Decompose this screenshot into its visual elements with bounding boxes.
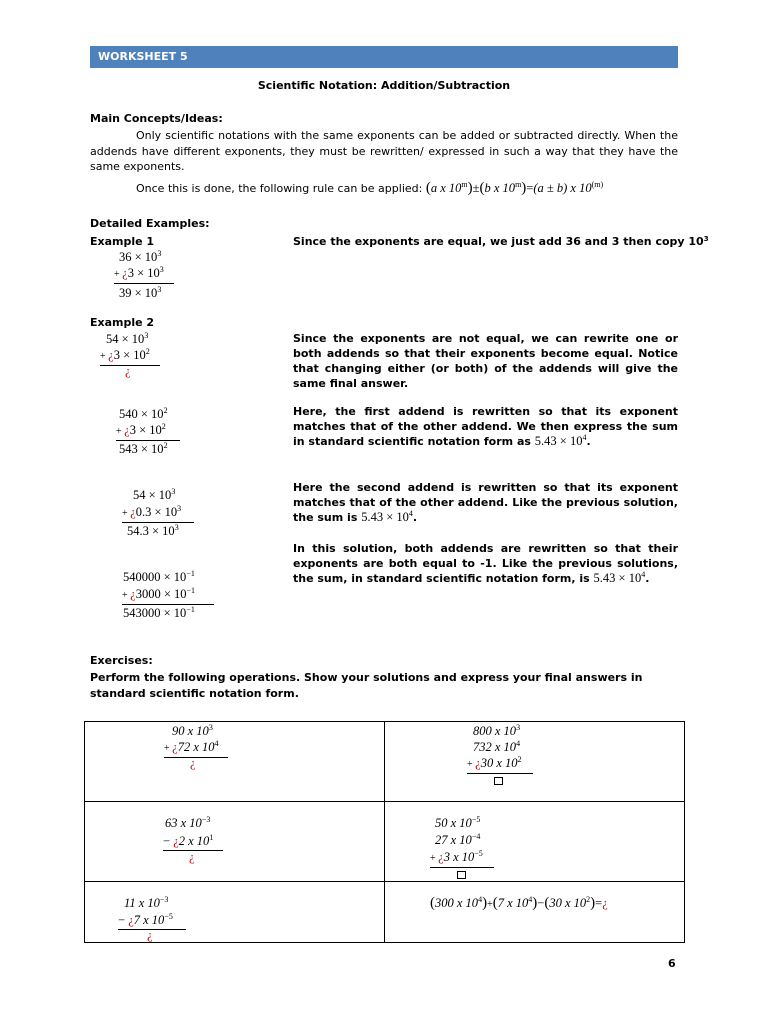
page-number: 6 <box>668 957 676 970</box>
example-2d-sum: $543000 \times 10^{-1}$ <box>123 605 195 620</box>
exercise-cell-3 <box>85 802 385 882</box>
example-2a-sum-placeholder: ¿ <box>125 364 131 378</box>
example-2-label: Example 2 <box>90 316 155 329</box>
example-1-addend-2: + ¿$3 \times 10^3$ <box>114 266 174 284</box>
example-2c-explanation: Here the second addend is rewritten so that its exponent matches that of the other addend. Like the previous solution, the sum is $5.43 \times 10^4$. <box>293 481 678 524</box>
exercise-5-line-2: − ¿7 x $10^{-5}$ <box>118 913 186 930</box>
page-title: Scientific Notation: Addition/Subtraction <box>257 79 511 92</box>
exercise-5-line-1: 11 x $10^{-3}$ <box>124 895 169 910</box>
exercises-heading: Exercises: <box>90 654 153 667</box>
concepts-paragraph-1: Only scientific notations with the same exponents can be added or subtracted directly. When the addends have different exponents, they must be rewritten/ expressed in such a way that they have the same exponents. <box>90 129 678 173</box>
concepts-heading: Main Concepts/Ideas: <box>90 112 223 125</box>
exercise-cell-1 <box>85 722 385 802</box>
example-2d-addend-2: + ¿$3000 \times 10^{-1}$ <box>122 587 214 605</box>
exercise-cell-6 <box>385 882 685 943</box>
exercise-4-line-1: 50 x $10^{-5}$ <box>435 815 481 830</box>
example-2d-addend-1: $540000 \times 10^{-1}$ <box>123 569 195 584</box>
exercise-5-answer-placeholder: ¿ <box>147 928 153 942</box>
exercises-table <box>84 721 685 943</box>
example-2b-explanation: Here, the first addend is rewritten so that its exponent matches that of the other addend. We then express the sum in standard scientific notation form as $5.43 \times 10^4$. <box>293 405 678 448</box>
exercise-cell-2 <box>385 722 685 802</box>
exercise-2-line-1: 800 x $10^3$ <box>473 723 521 738</box>
exercise-3-answer-placeholder: ¿ <box>189 850 195 864</box>
exercise-4-line-2: 27 x $10^{-4}$ <box>435 832 481 847</box>
exercise-2-answer-box[interactable] <box>494 774 503 787</box>
example-2c-sum: $54.3 \times 10^3$ <box>127 523 179 538</box>
example-1-explanation: Since the exponents are equal, we just add 36 and 3 then copy $10^3$ <box>293 235 709 248</box>
example-2a-explanation: Since the exponents are not equal, we can rewrite one or both addends so that their exponents become equal. Notice that changing either (or both) of the addends will give the same final answer. <box>293 332 678 390</box>
worksheet-banner: WORKSHEET 5 <box>90 46 678 68</box>
exercise-6-expression: (300 x $10^4)+(7$ x $10^4)-(30$ x $10^2)=¿$ <box>430 895 608 911</box>
example-2a-addend-2: + ¿$3 \times 10^2$ <box>100 348 160 366</box>
exercise-cell-4 <box>385 802 685 882</box>
example-2b-addend-1: $540 \times 10^2$ <box>119 406 168 421</box>
example-2b-addend-2: + ¿$3 \times 10^2$ <box>116 423 180 441</box>
exercise-4-line-3: + ¿3 x $10^{-5}$ <box>430 850 494 868</box>
exercise-1-line-2: + ¿72 x $10^4$ <box>164 740 228 758</box>
example-1-label: Example 1 <box>90 235 155 248</box>
exercise-4-answer-box[interactable] <box>457 868 466 881</box>
exercise-3-line-2: − ¿2 x $10^1$ <box>163 834 223 851</box>
example-2c-addend-1: $54 \times 10^3$ <box>133 487 176 502</box>
example-1-addend-1: $36 \times 10^3$ <box>119 249 162 264</box>
exercise-2-line-3: + ¿30 x $10^2$ <box>467 756 533 774</box>
example-2b-sum: $543 \times 10^2$ <box>119 441 168 456</box>
exercises-instructions: Perform the following operations. Show your solutions and express your final answers in standard scientific notation form. <box>90 671 643 700</box>
example-2c-addend-2: + ¿$0.3 \times 10^3$ <box>122 505 194 523</box>
example-1-sum: $39 \times 10^3$ <box>119 285 162 300</box>
exercise-1-line-1: 90 x $10^3$ <box>172 723 213 738</box>
example-2a-addend-1: $54 \times 10^3$ <box>106 331 149 346</box>
rule-formula: (a x $10^m)\pm(b$ x $10^m)=(a \pm b)$ x 10$^{(m)}$ <box>425 180 604 196</box>
concepts-paragraph-2: Once this is done, the following rule can be applied: <box>136 182 423 195</box>
exercise-2-line-2: 732 x $10^4$ <box>473 739 521 754</box>
exercise-1-answer-placeholder: ¿ <box>190 756 196 770</box>
exercise-cell-5 <box>85 882 385 943</box>
examples-heading: Detailed Examples: <box>90 217 210 230</box>
exercise-3-line-1: 63 x $10^{-3}$ <box>165 815 211 830</box>
example-2d-explanation: In this solution, both addends are rewritten so that their exponents are both equal to -1. Like the previous solutions, the sum, in standard scientific notation form, is $5.43 \times 10^4$. <box>293 542 678 585</box>
rule-line <box>136 180 603 197</box>
